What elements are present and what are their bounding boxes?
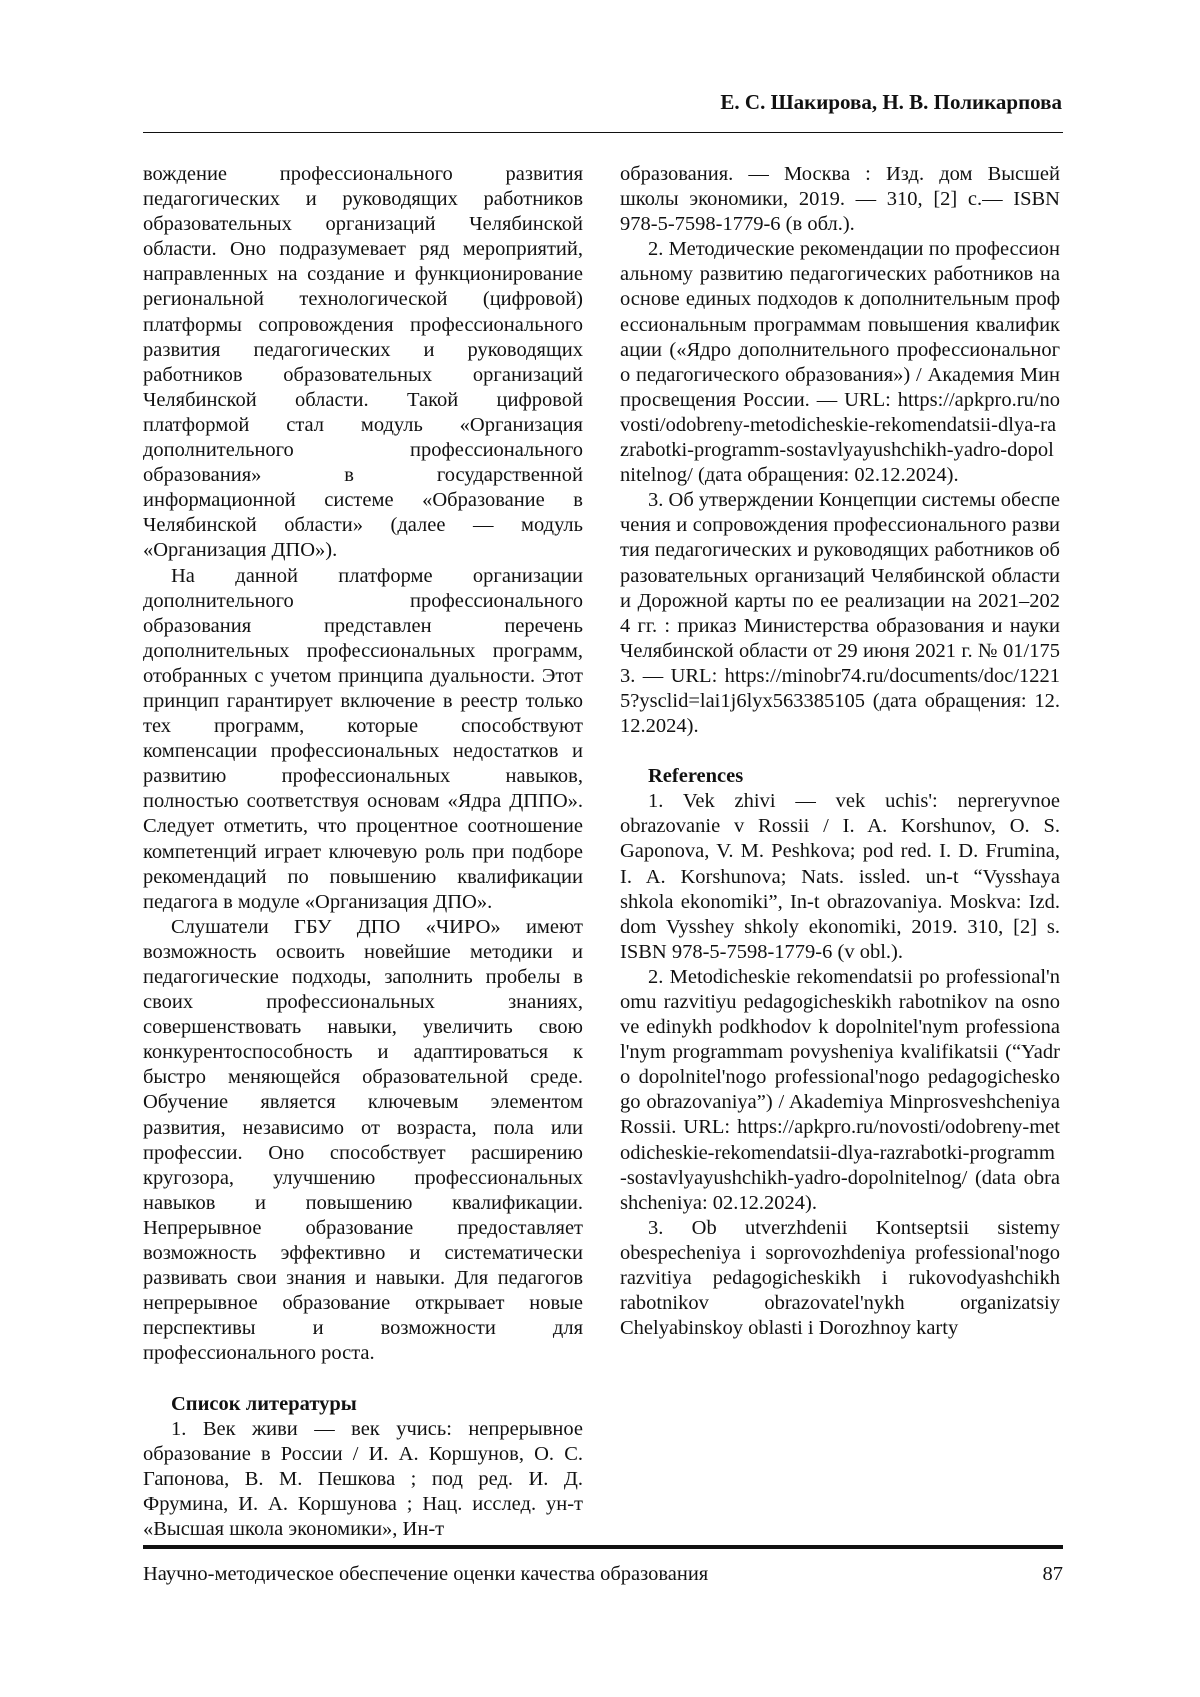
body-paragraph-3: Слушатели ГБУ ДПО «ЧИРО» имеют возможность освоить новейшие методики и педагогические подходы, заполнить пробелы в своих профессиональных знаниях, совершенствовать навыки, увеличить свою конкурентоспособность и адаптироваться к быстро меняющейся образовательной среде. Обучение является ключевым элементом развития, независимо от возраста, пола или профессии. Оно способствует расширению кругозора, улучшению профессиональных навыков и повышению квалификации. Непрерывное образование предоставляет возможность эффективно и систематически развивать свои знания и навыки. Для педагогов непрерывное образование открывает новые перспективы и возможности для профессионального роста.: [143, 915, 583, 1365]
body-paragraph-1: вождение профессионального развития педагогических и руководящих работников образовательных организаций Челябинской области. Оно подразумевает ряд мероприятий, направленных на создание и функционирование региональной технологической (цифровой) платформы сопровождения профессионального развития педагогических и руководящих работников образовательных организаций Челябинской области. Такой цифровой платформой стал модуль «Организация дополнительного профессионального образования» в государственной информационной системе «Образование в Челябинской области» (далее — модуль «Организация ДПО»).: [143, 163, 583, 562]
left-column: [143, 162, 583, 1542]
page-number: 87: [1042, 1563, 1063, 1585]
footer-journal-title: Научно-методическое обеспечение оценки качества образования: [143, 1563, 709, 1585]
header-divider: [143, 132, 1063, 133]
reference-ru-3: 3. Об утверждении Концепции системы обеспечения и сопровождения профессионального развития педагогических и руководящих работников образовательных организаций Челябинской области и Дорожной карты по ее реализации на 2021–2024 гг. : приказ Министерства образования и науки Челябинской области от 29 июня 2021 г. № 01/1753. — URL: https://minobr74.ru/documents/doc/12215?ysclid=lai1j6lyx563385105 (дата обращения: 12.12.2024).: [620, 489, 1060, 738]
footer-divider: [143, 1545, 1063, 1549]
references-heading-en: References: [648, 765, 744, 788]
reference-en-1: 1. Vek zhivi — vek uchis': nepreryvnoe obrazovanie v Rossii / I. A. Korshunov, O. S. Gaponova, V. M. Peshkova; pod red. I. D. Frumina, I. A. Korshunova; Nats. issled. un-t “Vysshaya shkola ekonomiki”, In-t obrazovaniya. Moskva: Izd. dom Vysshey shkoly ekonomiki, 2019. 310, [2] s. ISBN 978-5-7598-1779-6 (v obl.).: [620, 790, 1060, 963]
reference-ru-1: 1. Век живи — век учись: непрерывное образование в России / И. А. Коршунов, О. С. Гапонова, В. М. Пешкова ; под ред. И. Д. Фрумина, И. А. Коршунова ; Нац. исслед. ун-т «Высшая школа экономики», Ин-т: [143, 1417, 583, 1540]
body-paragraph-2: На данной платформе организации дополнительного профессионального образования представлен перечень дополнительных профессиональных программ, отобранных с учетом принципа дуальности. Этот принцип гарантирует включение в реестр только тех программ, которые способствуют компенсации профессиональных недостатков и развитию профессиональных навыков, полностью соответствуя основам «Ядра ДППО». Следует отметить, что процентное соотношение компетенций играет ключевую роль при подборе рекомендаций по повышению квалификации педагога в модуле «Организация ДПО».: [143, 564, 583, 913]
reference-ru-2: 2. Методические рекомендации по профессиональному развитию педагогических работников на основе единых подходов к дополнительным профессиональным программам повышения квалификации («Ядро дополнительного профессионального педагогического образования») / Академия Минпросвещения России. — URL: https://apkpro.ru/novosti/odobreny-metodicheskie-rekomendatsii-dlya-razrabotki-programm-sostavlyayushchikh-yadro-dopolnitelnog/ (дата обращения: 02.12.2024).: [620, 238, 1060, 487]
reference-ru-1-continued: образования. — Москва : Изд. дом Высшей школы экономики, 2019. — 310, [2] с.— ISBN 978-5-7598-1779-6 (в обл.).: [620, 163, 1060, 236]
running-header-authors: Е. С. Шакирова, Н. В. Поликарпова: [720, 90, 1062, 114]
right-column: [620, 162, 1060, 1341]
reference-en-2: 2. Metodicheskie rekomendatsii po professional'nomu razvitiyu pedagogicheskikh rabotnikov na osnove edinykh podkhodov k dopolnitel'nym professional'nym programmam povysheniya kvalifikatsii (“Yadro dopolnitel'nogo professional'nogo pedagogicheskogo obrazovaniya”) / Akademiya Minprosveshcheniya Rossii. URL: https://apkpro.ru/novosti/odobreny-metodicheskie-rekomendatsii-dlya-razrabotki-programm-sostavlyayushchikh-yadro-dopolnitelnog/ (data obrashcheniya: 02.12.2024).: [620, 965, 1060, 1214]
reference-en-3: 3. Ob utverzhdenii Kontseptsii sistemy obespecheniya i soprovozhdeniya professional'nogo razvitiya pedagogicheskikh i rukovodyashchikh rabotnikov obrazovatel'nykh organizatsiy Chelyabinskoy oblasti i Dorozhnoy karty: [620, 1216, 1060, 1340]
references-heading-ru: Список литературы: [171, 1392, 357, 1415]
